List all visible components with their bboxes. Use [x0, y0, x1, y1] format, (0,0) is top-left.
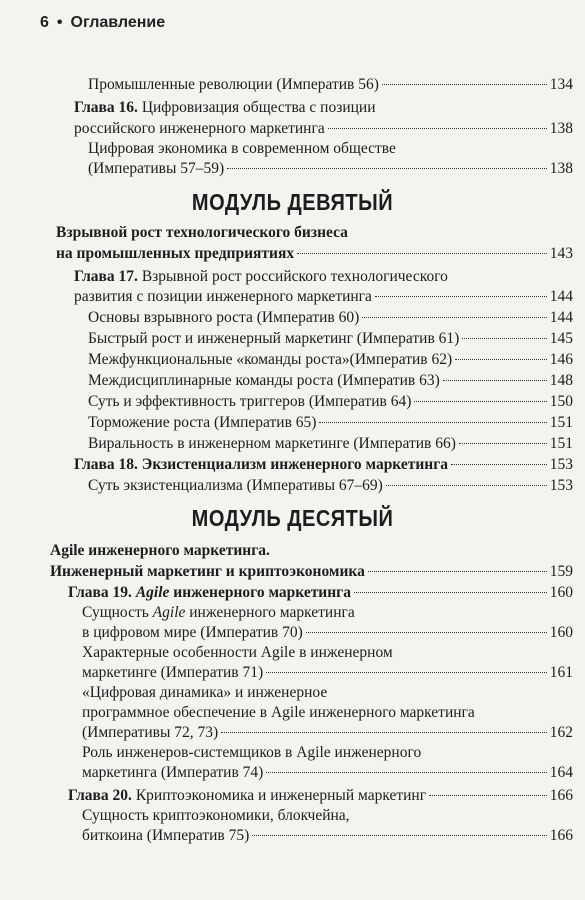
toc-entry[interactable] — [68, 786, 573, 806]
toc-entry[interactable] — [88, 371, 573, 391]
toc-entry-title: Суть экзистенциализма (Императивы 67–69) — [88, 477, 383, 494]
leader-dots — [386, 485, 547, 486]
toc-entry[interactable] — [74, 119, 573, 139]
chapter-label: Глава 20. — [68, 787, 132, 804]
leader-dots — [354, 592, 547, 593]
leader-dots — [266, 772, 546, 773]
chapter-title: Криптоэкономика и инженерный маркетинг — [131, 787, 427, 804]
leader-dots — [429, 795, 547, 796]
text-part: инженерного маркетинга — [185, 604, 355, 621]
chapter-title-italic: Agile — [135, 584, 170, 601]
chapter-title: Взрывной рост российского технологического — [137, 268, 448, 285]
toc-page-number: 166 — [549, 787, 573, 804]
toc-entry-title: российского инженерного маркетинга — [74, 120, 325, 137]
toc-entry[interactable] — [68, 583, 573, 603]
toc-entry-title: маркетинга (Императив 74) — [82, 764, 264, 781]
chapter-label: Глава 16. — [74, 99, 138, 116]
toc-page-number: 150 — [549, 393, 573, 410]
toc-entry[interactable] — [88, 392, 573, 412]
leader-dots — [227, 168, 547, 169]
chapter-heading — [74, 98, 376, 118]
toc-entry-title — [68, 786, 426, 806]
toc-entry[interactable] — [88, 75, 573, 95]
leader-dots — [443, 380, 547, 381]
text-part-italic: Agile — [152, 604, 186, 621]
chapter-label: Глава 19. — [68, 584, 132, 601]
header-bullet: • — [56, 14, 63, 31]
toc-entry-title: Цифровая экономика в современном обществе — [88, 140, 396, 157]
module-heading: МОДУЛЬ ДЕСЯТЫЙ — [191, 506, 394, 532]
toc-entry-title: на промышленных предприятиях — [56, 245, 295, 262]
toc-entry-title: Торможение роста (Императив 65) — [88, 414, 317, 431]
module-title: Взрывной рост технологического бизнеса — [56, 224, 348, 241]
leader-dots — [306, 632, 547, 633]
toc-page-number: 153 — [549, 456, 573, 473]
toc-page-number: 159 — [549, 563, 573, 580]
toc-entry-title: Суть и эффективность триггеров (Императив 64) — [88, 393, 412, 410]
toc-entry[interactable] — [82, 826, 573, 846]
toc-page-number: 166 — [549, 827, 573, 844]
toc-entry[interactable] — [74, 455, 573, 475]
toc-entry-title: биткоина (Императив 75) — [82, 827, 250, 844]
toc-entry[interactable] — [88, 434, 573, 454]
chapter-label: Глава 17. — [74, 268, 138, 285]
toc-entry-title — [82, 603, 355, 623]
toc-entry-title: Виральность в инженерном маркетинге (Императив 66) — [88, 435, 456, 452]
leader-dots — [252, 835, 546, 836]
module-heading: МОДУЛЬ ДЕВЯТЫЙ — [191, 190, 394, 216]
toc-page-number: 151 — [549, 435, 573, 452]
toc-page-number: 161 — [549, 664, 573, 681]
toc-entry-title: маркетинге (Императив 71) — [82, 664, 264, 681]
page-number: 6 — [40, 14, 49, 31]
toc-page-number: 144 — [549, 288, 573, 305]
toc-entry[interactable] — [82, 763, 573, 783]
toc-page-number: 144 — [549, 309, 573, 326]
toc-page-number: 134 — [549, 76, 573, 93]
leader-dots — [462, 338, 546, 339]
leader-dots — [382, 84, 547, 85]
toc-entry-title: Быстрый рост и инженерный маркетинг (Императив 61) — [88, 330, 460, 347]
toc-page-number: 143 — [549, 245, 573, 262]
toc-page-number: 160 — [549, 624, 573, 641]
leader-dots — [328, 128, 547, 129]
leader-dots — [375, 296, 547, 297]
text-part: Сущность — [82, 604, 153, 621]
toc-entry[interactable] — [88, 413, 573, 433]
toc-entry-title: Межфункциональные «команды роста»(Императив 62) — [88, 351, 453, 368]
toc-entry-title: Основы взрывного роста (Императив 60) — [88, 309, 360, 326]
toc-page-number: 160 — [549, 584, 573, 601]
toc-page-number: 153 — [549, 477, 573, 494]
leader-dots — [319, 422, 546, 423]
leader-dots — [414, 401, 546, 402]
toc-page-number: 148 — [549, 372, 573, 389]
toc-entry[interactable] — [88, 350, 573, 370]
toc-entry-title: Сущность криптоэкономики, блокчейна, — [82, 807, 350, 824]
leader-dots — [362, 317, 546, 318]
toc-entry-title — [68, 583, 351, 603]
toc-entry-title: развития с позиции инженерного маркетинга — [74, 288, 372, 305]
toc-entry-title: (Императивы 57–59) — [88, 160, 225, 177]
leader-dots — [368, 571, 547, 572]
toc-entry-title: программное обеспечение в Agile инженерного маркетинга — [82, 704, 475, 721]
module-title: Agile инженерного маркетинга. — [50, 542, 270, 559]
toc-page-number: 151 — [549, 414, 573, 431]
leader-dots — [266, 672, 547, 673]
toc-entry[interactable] — [88, 159, 573, 179]
toc-page-number: 162 — [549, 724, 573, 741]
toc-entry-title: «Цифровая динамика» и инженерное — [82, 684, 328, 701]
leader-dots — [455, 359, 547, 360]
toc-page-number: 146 — [549, 351, 573, 368]
toc-entry-title: Междисциплинарные команды роста (Императив 63) — [88, 372, 440, 389]
toc-entry-title: Роль инженеров-системщиков в Agile инженерного — [82, 744, 422, 761]
page-header — [40, 14, 165, 32]
toc-entry[interactable] — [74, 287, 573, 307]
chapter-heading — [74, 267, 448, 287]
toc-entry-title: (Императивы 72, 73) — [82, 724, 219, 741]
leader-dots — [459, 443, 547, 444]
leader-dots — [221, 732, 547, 733]
leader-dots — [451, 464, 547, 465]
leader-dots — [297, 253, 547, 254]
running-title: Оглавление — [70, 14, 166, 31]
toc-page-number: 138 — [549, 160, 573, 177]
toc-entry[interactable] — [82, 723, 573, 743]
toc-entry[interactable] — [88, 329, 573, 349]
toc-entry[interactable] — [56, 244, 573, 264]
toc-entry-title: в цифровом мире (Императив 70) — [82, 624, 303, 641]
toc-page-number: 138 — [549, 120, 573, 137]
toc-entry-title: Глава 18. Экзистенциализм инженерного маркетинга — [74, 456, 448, 473]
toc-page-number: 145 — [549, 330, 573, 347]
toc-entry[interactable] — [82, 623, 573, 643]
toc-entry[interactable] — [50, 562, 573, 582]
toc-entry-title: Инженерный маркетинг и криптоэкономика — [50, 563, 365, 580]
chapter-title: Цифровизация общества с позиции — [137, 99, 376, 116]
toc-entry-title: Характерные особенности Agile в инженерном — [82, 644, 393, 661]
toc-entry[interactable] — [88, 308, 573, 328]
toc-entry-title: Промышленные революции (Императив 56) — [88, 76, 379, 93]
toc-entry[interactable] — [88, 476, 573, 496]
toc-page-number: 164 — [549, 764, 573, 781]
chapter-title: инженерного маркетинга — [169, 584, 351, 601]
toc-entry[interactable] — [82, 663, 573, 683]
